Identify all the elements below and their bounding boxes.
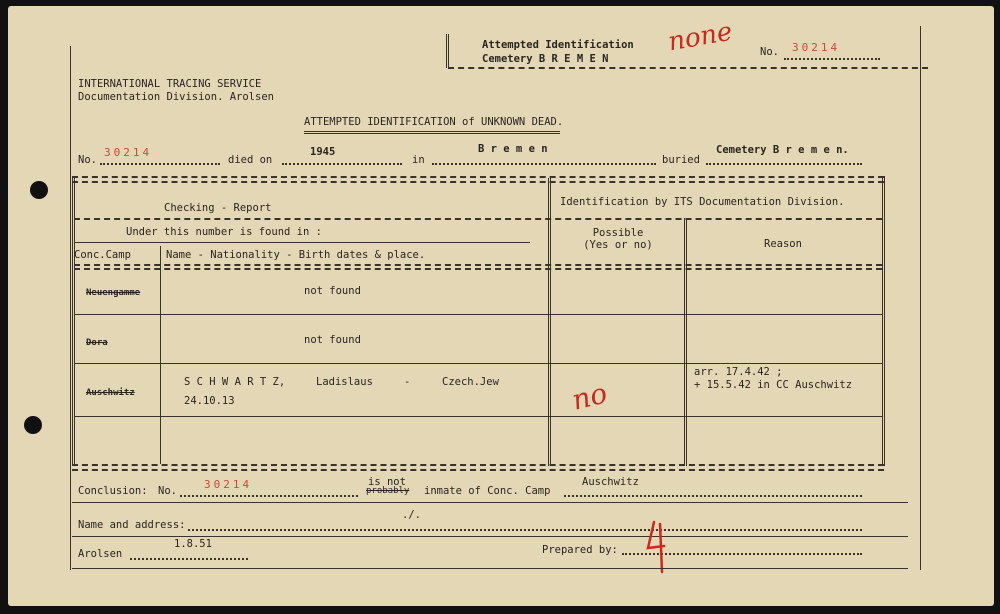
handwritten-initial — [640, 518, 676, 574]
row2-camp: Dora — [86, 338, 108, 348]
name-address-dots — [188, 529, 862, 531]
divider-camp — [160, 246, 161, 464]
identification-header: Identification by ITS Documentation Division. — [560, 196, 845, 208]
header-box-bottom-border — [448, 67, 928, 69]
punch-hole-top — [30, 181, 48, 199]
header-no-dots — [784, 58, 880, 60]
died-on-label: died on — [228, 154, 273, 166]
possible-label — [552, 227, 684, 251]
prepared-by-label: Prepared by: — [542, 544, 618, 556]
row3-surname: S C H W A R T Z, — [184, 376, 286, 388]
died-on-value: 1945 — [310, 146, 336, 158]
record-no-value: 30214 — [104, 146, 153, 159]
row3-possible-handwritten: no — [568, 376, 611, 417]
date-value: 1.8.51 — [174, 538, 212, 550]
row1-name: not found — [304, 285, 361, 297]
conclusion-no-label: No. — [158, 485, 177, 497]
column-header-line-2 — [74, 268, 882, 270]
buried-label: buried — [662, 154, 700, 166]
divider-reason — [684, 218, 687, 466]
checking-report-label: Checking - Report — [164, 202, 272, 214]
possible-line2: (Yes or no) — [583, 239, 653, 251]
under-number-label: Under this number is found in : — [126, 226, 322, 238]
header-no-value: 30214 — [792, 41, 841, 54]
punch-hole-bottom — [24, 416, 42, 434]
row3-dash: - — [404, 376, 411, 388]
name-address-rule — [72, 536, 908, 537]
date-dots — [130, 558, 248, 560]
page-title: ATTEMPTED IDENTIFICATION of UNKNOWN DEAD. — [304, 116, 564, 128]
row3-reason-line2: + 15.5.42 in CC Auschwitz — [694, 379, 853, 391]
tracing-card — [8, 6, 994, 606]
row3-camp: Auschwitz — [86, 388, 135, 398]
right-margin-rule — [920, 26, 921, 570]
table-right-border — [882, 176, 885, 466]
name-address-value: ./. — [402, 509, 421, 521]
title-underline — [304, 131, 560, 134]
row-line-1 — [74, 314, 882, 315]
table-bottom-border — [72, 464, 884, 466]
row-line-3 — [74, 416, 882, 417]
possible-line1: Possible — [592, 227, 644, 239]
col-name-header: Name - Nationality - Birth dates & place. — [166, 249, 426, 261]
conclusion-no-value: 30214 — [204, 478, 253, 491]
bottom-rule — [72, 568, 908, 569]
conclusion-rule — [72, 502, 908, 503]
org-division: Documentation Division. Arolsen — [78, 91, 274, 103]
row3-reason-line1: arr. 17.4.42 ; — [694, 366, 783, 378]
arolsen-label: Arolsen — [78, 548, 123, 560]
reason-header: Reason — [764, 238, 802, 250]
row3-birth: 24.10.13 — [184, 395, 235, 407]
name-address-label: Name and address: — [78, 519, 186, 531]
conclusion-no-dots — [180, 495, 358, 497]
table-top-border-2 — [72, 181, 884, 183]
row-line-2 — [74, 363, 882, 364]
column-header-line — [74, 264, 882, 266]
row3-firstname: Ladislaus — [316, 376, 373, 388]
in-label: in — [412, 154, 425, 166]
cemetery-label: Cemetery B R E M E N — [482, 53, 609, 65]
table-bottom-border-2 — [72, 469, 884, 471]
table-top-border — [72, 176, 884, 178]
died-on-dots — [282, 163, 402, 165]
attempted-identification-label: Attempted Identification — [482, 39, 634, 51]
left-margin-rule — [70, 46, 71, 570]
header-box-left-border — [446, 34, 449, 68]
handwritten-none: none — [665, 16, 735, 58]
in-dots — [432, 163, 656, 165]
conclusion-is-not: is not — [368, 476, 406, 488]
org-name: INTERNATIONAL TRACING SERVICE — [78, 78, 262, 90]
conclusion-camp-dots — [564, 495, 862, 497]
under-number-line — [74, 242, 530, 243]
conclusion-inmate-of: inmate of Conc. Camp — [424, 485, 551, 497]
header-no-label: No. — [760, 46, 779, 58]
divider-identification — [548, 178, 551, 466]
buried-dots — [706, 163, 862, 165]
row2-name: not found — [304, 334, 361, 346]
header-row-line — [74, 218, 882, 220]
conclusion-camp-value: Auschwitz — [582, 476, 639, 488]
conclusion-label: Conclusion: — [78, 485, 148, 497]
conclusion-struck-word: probably — [366, 486, 410, 496]
col-camp-header: Conc.Camp — [74, 249, 131, 261]
buried-value: Cemetery B r e m e n. — [716, 144, 849, 156]
row3-nationality: Czech.Jew — [442, 376, 499, 388]
in-value: B r e m e n — [478, 143, 548, 155]
row1-camp: Neuengamme — [86, 288, 141, 298]
record-no-dots — [100, 163, 220, 165]
record-no-label: No. — [78, 154, 97, 166]
